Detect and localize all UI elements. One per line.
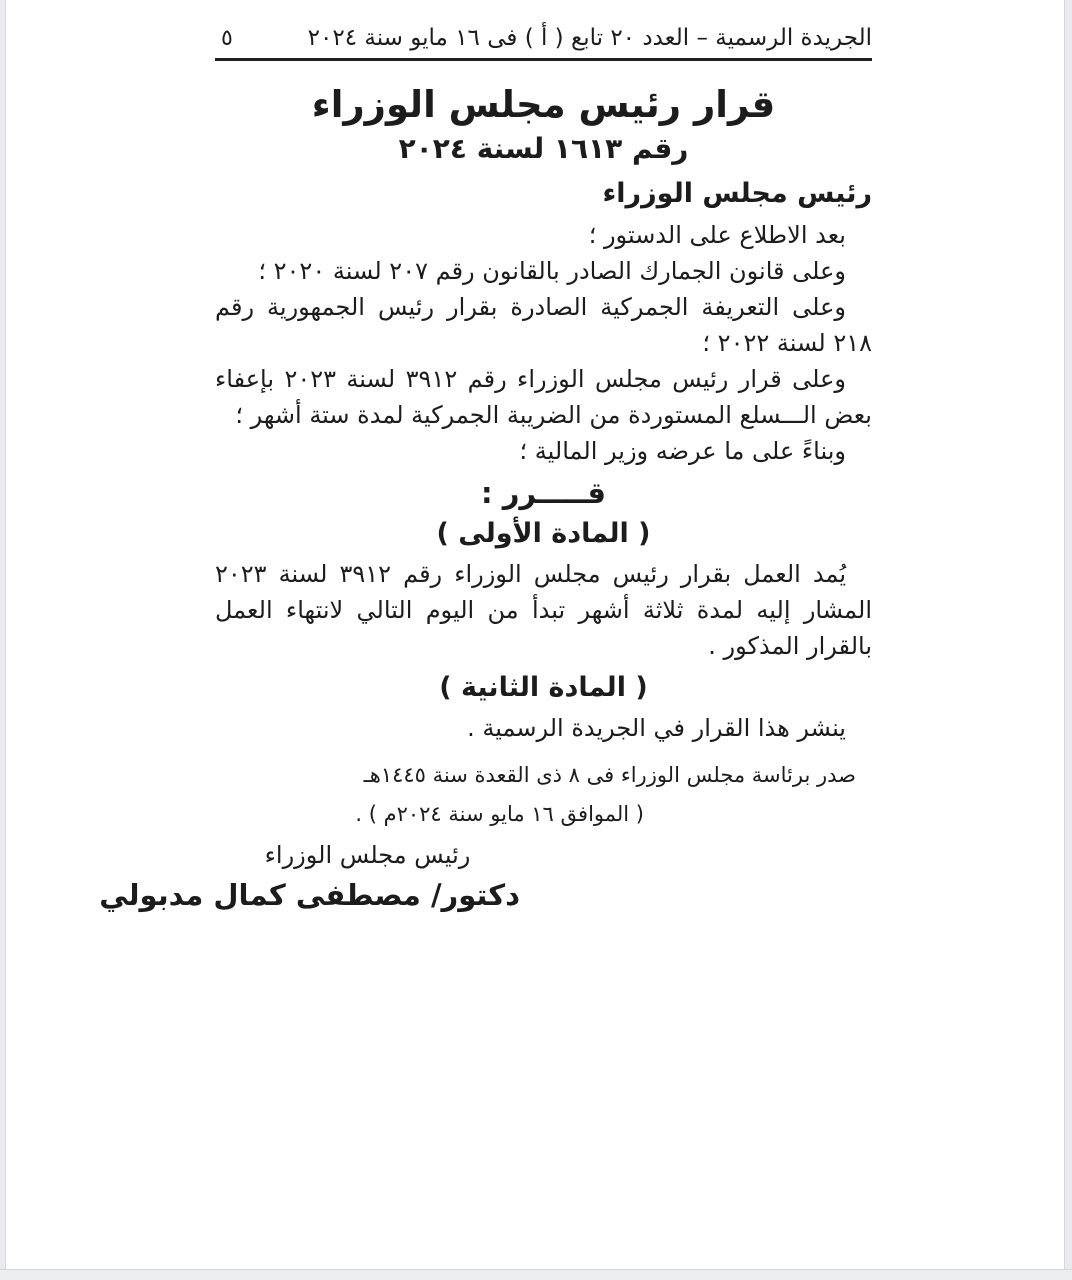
- signature-title: رئيس مجلس الوزراء: [264, 840, 471, 869]
- preamble-section: [215, 217, 872, 469]
- page-content: [99, 0, 872, 912]
- decree-title: قرار رئيس مجلس الوزراء: [311, 82, 776, 126]
- scan-edge-bottom: [0, 1269, 1072, 1280]
- article-2-body: ينشر هذا القرار في الجريدة الرسمية .: [467, 713, 846, 742]
- gazette-issue-line: الجريدة الرسمية – العدد ٢٠ تابع ( أ ) فى ١٦ مايو سنة ٢٠٢٤: [307, 25, 872, 51]
- preamble-line-prior-decree: وعلى قرار رئيس مجلس الوزراء رقم ٣٩١٢ لسنة ٢٠٢٣ بإعفاء بعض الـــسلع المستوردة من الضريبة الجمركية لمدة ستة أشهر ؛: [215, 364, 872, 429]
- decree-word: قـــــرر :: [481, 475, 606, 510]
- article-1-heading: ( المادة الأولى ): [436, 517, 651, 549]
- issuance-gregorian-line: ( الموافق ١٦ مايو سنة ٢٠٢٤م ) .: [355, 801, 644, 826]
- issuance-hijri-line: صدر برئاسة مجلس الوزراء فى ٨ ذى القعدة سنة ١٤٤٥هـ: [363, 762, 856, 787]
- preamble-line-tariff: وعلى التعريفة الجمركية الصادرة بقرار رئيس الجمهورية رقم ٢١٨ لسنة ٢٠٢٢ ؛: [215, 292, 872, 357]
- article-2-heading: ( المادة الثانية ): [439, 671, 648, 703]
- preamble-line-constitution: بعد الاطلاع على الدستور ؛: [588, 220, 846, 249]
- header-rule: [215, 58, 872, 61]
- signature-name: دكتور/ مصطفى كمال مدبولي: [99, 877, 520, 912]
- decree-opening-line: رئيس مجلس الوزراء: [602, 177, 872, 209]
- preamble-line-customs-law: وعلى قانون الجمارك الصادر بالقانون رقم ٢٠٧ لسنة ٢٠٢٠ ؛: [258, 256, 846, 285]
- page-header: [215, 0, 872, 53]
- decree-number-line: رقم ١٦١٣ لسنة ٢٠٢٤: [398, 131, 689, 165]
- page-number: ٥: [221, 26, 233, 52]
- preamble-line-minister-proposal: وبناءً على ما عرضه وزير المالية ؛: [519, 436, 846, 465]
- signature-block: [99, 840, 520, 912]
- article-1-body: يُمد العمل بقرار رئيس مجلس الوزراء رقم ٣٩١٢ لسنة ٢٠٢٣ المشار إليه لمدة ثلاثة أشهر تبدأ من اليوم التالي لانتهاء العمل بالقرار المذكور .: [215, 559, 872, 660]
- scan-edge-left: [0, 0, 6, 1280]
- scan-edge-right: [1064, 0, 1072, 1280]
